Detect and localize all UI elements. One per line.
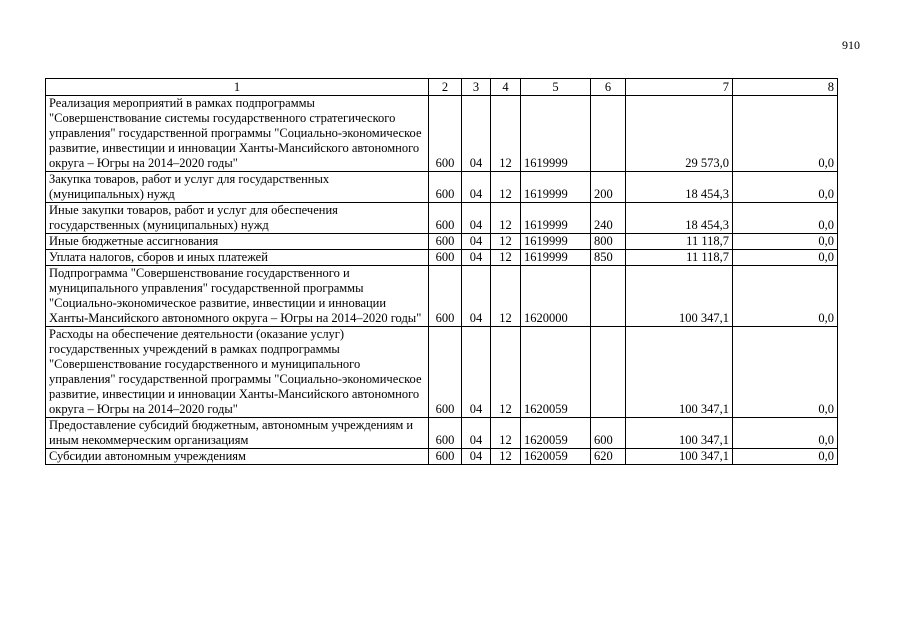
budget-table: [45, 78, 838, 465]
row-col-4: 12: [491, 234, 521, 250]
row-col-4: 12: [491, 327, 521, 418]
row-col-2: 600: [429, 266, 462, 327]
row-col-8: 0,0: [733, 203, 838, 234]
row-name: Иные закупки товаров, работ и услуг для обеспечения государственных (муниципальных) нужд: [46, 203, 429, 234]
table-row: [46, 449, 838, 465]
header-col-3: 3: [462, 79, 491, 96]
row-col-2: 600: [429, 327, 462, 418]
row-col-6: 800: [591, 234, 626, 250]
row-col-7: 100 347,1: [626, 327, 733, 418]
row-name: Расходы на обеспечение деятельности (оказание услуг) государственных учреждений в рамках подпрограммы "Совершенствование государственного и муниципального управления" государственной программы "Социально-экономическое развитие, инвестиции и инновации Ханты-Мансийского автономного округа – Югры на 2014–2020 годы": [46, 327, 429, 418]
row-col-8: 0,0: [733, 234, 838, 250]
table-row: [46, 96, 838, 172]
row-col-3: 04: [462, 418, 491, 449]
row-col-8: 0,0: [733, 418, 838, 449]
row-col-4: 12: [491, 172, 521, 203]
table-row: [46, 172, 838, 203]
header-col-1: 1: [46, 79, 429, 96]
header-col-4: 4: [491, 79, 521, 96]
row-col-4: 12: [491, 96, 521, 172]
row-col-3: 04: [462, 96, 491, 172]
row-col-2: 600: [429, 418, 462, 449]
row-col-6: 600: [591, 418, 626, 449]
row-col-3: 04: [462, 172, 491, 203]
table-header-row: [46, 79, 838, 96]
row-col-3: 04: [462, 203, 491, 234]
row-col-4: 12: [491, 418, 521, 449]
row-col-2: 600: [429, 96, 462, 172]
row-name: Иные бюджетные ассигнования: [46, 234, 429, 250]
row-col-5: 1620059: [521, 449, 591, 465]
row-col-5: 1619999: [521, 172, 591, 203]
row-name: Реализация мероприятий в рамках подпрограммы "Совершенствование системы государственного стратегического управления" государственной программы "Социально-экономическое развитие, инвестиции и инновации Ханты-Мансийского автономного округа – Югры на 2014–2020 годы": [46, 96, 429, 172]
table-row: [46, 250, 838, 266]
table-row: [46, 234, 838, 250]
row-col-8: 0,0: [733, 172, 838, 203]
row-col-3: 04: [462, 234, 491, 250]
row-col-4: 12: [491, 203, 521, 234]
header-col-2: 2: [429, 79, 462, 96]
row-col-6: [591, 266, 626, 327]
row-col-3: 04: [462, 250, 491, 266]
row-col-3: 04: [462, 327, 491, 418]
row-col-8: 0,0: [733, 449, 838, 465]
row-col-4: 12: [491, 449, 521, 465]
row-col-8: 0,0: [733, 327, 838, 418]
row-col-6: 620: [591, 449, 626, 465]
row-name: Подпрограмма "Совершенствование государственного и муниципального управления" государственной программы "Социально-экономическое развитие, инвестиции и инновации Ханты-Мансийского автономного округа – Югры на 2014–2020 годы": [46, 266, 429, 327]
row-col-8: 0,0: [733, 96, 838, 172]
row-col-4: 12: [491, 266, 521, 327]
row-col-2: 600: [429, 234, 462, 250]
row-col-7: 18 454,3: [626, 172, 733, 203]
row-col-6: 240: [591, 203, 626, 234]
row-col-8: 0,0: [733, 250, 838, 266]
row-name: Субсидии автономным учреждениям: [46, 449, 429, 465]
row-name: Предоставление субсидий бюджетным, автономным учреждениям и иным некоммерческим организациям: [46, 418, 429, 449]
table-row: [46, 203, 838, 234]
row-col-8: 0,0: [733, 266, 838, 327]
header-col-5: 5: [521, 79, 591, 96]
row-col-7: 29 573,0: [626, 96, 733, 172]
row-col-6: [591, 327, 626, 418]
row-col-7: 11 118,7: [626, 234, 733, 250]
row-name: Уплата налогов, сборов и иных платежей: [46, 250, 429, 266]
table-row: [46, 418, 838, 449]
row-name: Закупка товаров, работ и услуг для государственных (муниципальных) нужд: [46, 172, 429, 203]
row-col-5: 1620059: [521, 327, 591, 418]
row-col-4: 12: [491, 250, 521, 266]
row-col-7: 100 347,1: [626, 266, 733, 327]
row-col-7: 100 347,1: [626, 449, 733, 465]
row-col-5: 1619999: [521, 203, 591, 234]
row-col-2: 600: [429, 449, 462, 465]
row-col-7: 11 118,7: [626, 250, 733, 266]
row-col-5: 1620059: [521, 418, 591, 449]
row-col-7: 18 454,3: [626, 203, 733, 234]
row-col-5: 1619999: [521, 96, 591, 172]
row-col-2: 600: [429, 172, 462, 203]
row-col-6: [591, 96, 626, 172]
row-col-5: 1619999: [521, 250, 591, 266]
row-col-3: 04: [462, 449, 491, 465]
row-col-6: 200: [591, 172, 626, 203]
header-col-7: 7: [626, 79, 733, 96]
row-col-6: 850: [591, 250, 626, 266]
header-col-8: 8: [733, 79, 838, 96]
header-col-6: 6: [591, 79, 626, 96]
table-row: [46, 266, 838, 327]
row-col-2: 600: [429, 250, 462, 266]
row-col-5: 1620000: [521, 266, 591, 327]
row-col-3: 04: [462, 266, 491, 327]
row-col-7: 100 347,1: [626, 418, 733, 449]
row-col-2: 600: [429, 203, 462, 234]
row-col-5: 1619999: [521, 234, 591, 250]
table-row: [46, 327, 838, 418]
page-number: 910: [842, 38, 860, 52]
